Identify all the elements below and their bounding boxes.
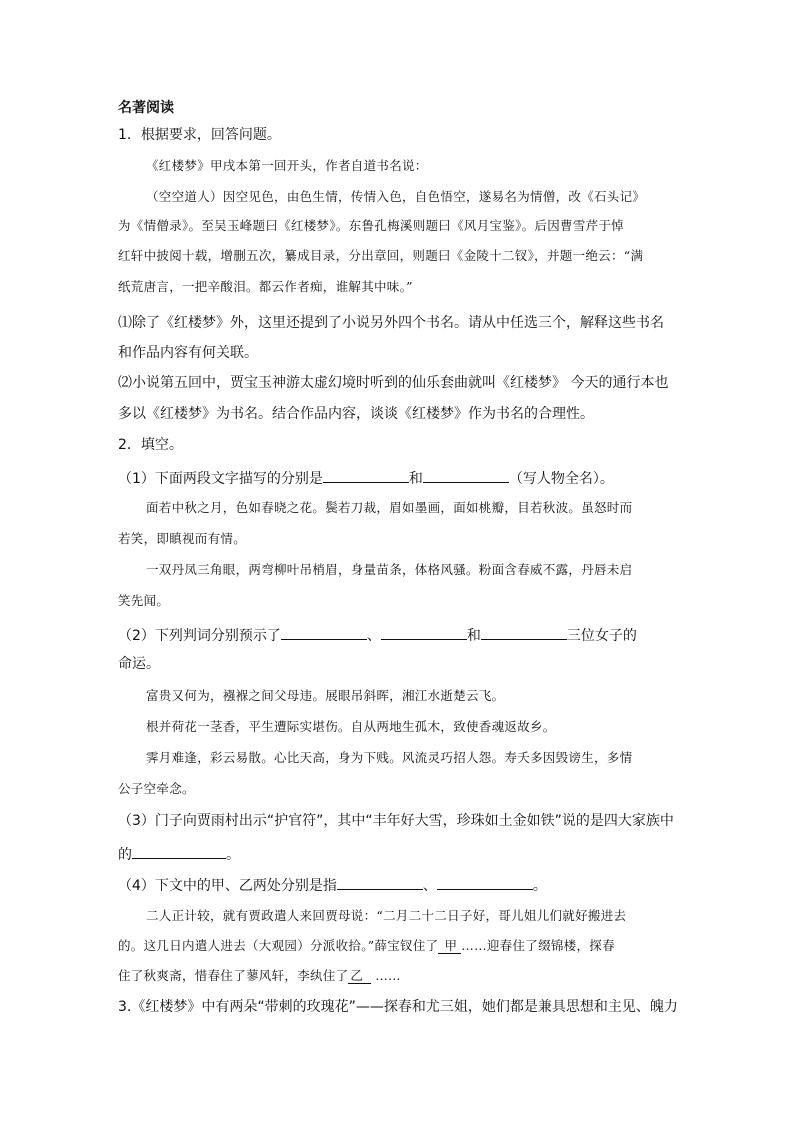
blank-marker-yi: 乙 [348, 968, 371, 984]
q2-part3-text: 的 [118, 847, 132, 863]
q2-part4-quote [118, 968, 678, 984]
q2-part3-line [118, 844, 678, 863]
q2-part2-quote: 富贵又何为，襁褓之间父母违。展眼吊斜晖，湘江水逝楚云飞。 [146, 688, 505, 703]
q2-part3-prompt: （3）门子向贾雨村出示“护官符”，其中“丰年好大雪，珍珠如土金如铁”说的是四大家族中 [118, 813, 674, 829]
q2-part1-quote: 笑先闻。 [118, 593, 170, 608]
q2-part4-prompt [118, 875, 678, 894]
answer-blank[interactable] [437, 875, 533, 890]
answer-blank[interactable] [132, 844, 226, 859]
q2-part2-text: 、 [366, 628, 381, 644]
q2-part4-quote-text: 的。这几日内遣人进去（大观园）分派收拾。”薛宝钗住了 [118, 938, 439, 953]
q2-part4-quote-text: …… [375, 968, 401, 983]
answer-blank[interactable] [423, 468, 509, 483]
answer-blank[interactable] [281, 625, 367, 640]
q2-part2-prompt [118, 625, 678, 644]
q2-part4-quote-text: 住了秋爽斋，惜春住了蓼风轩，李纨住了 [118, 968, 349, 983]
q2-part2-text: 三位女子的 [566, 628, 637, 644]
q1-sub1-line: 和作品内容有何关联。 [118, 345, 258, 361]
q2-part1-quote: 面若中秋之月，色如春晓之花。鬓若刀裁，眉如墨画，面如桃瓣，目若秋波。虽怒时而 [146, 500, 633, 515]
q2-part2-quote: 根并荷花一茎香，平生遭际实堪伤。自从两地生孤木，致使香魂返故乡。 [146, 719, 556, 734]
q2-part1-text: 和 [408, 471, 423, 487]
q1-sub1-line: ⑴除了《红楼梦》外，这里还提到了小说另外四个书名。请从中任选三个，解释这些书名 [118, 315, 664, 331]
q2-part4-text: 。 [532, 878, 547, 894]
q2-part2-quote: 公子空牵念。 [118, 781, 195, 796]
q1-heading: 1．根据要求，回答问题。 [118, 127, 281, 143]
q2-heading: 2．填空。 [118, 437, 183, 453]
q2-part2-text: 和 [466, 628, 481, 644]
q2-part1-text: （1）下面两段文字描写的分别是 [118, 471, 323, 487]
q2-part1-prompt [118, 468, 678, 487]
q1-intro: 《红楼梦》甲戌本第一回开头，作者自道书名说： [146, 158, 428, 173]
q1-quote-line: 为《情僧录》。至吴玉峰题曰《红楼梦》。东鲁孔梅溪则题曰《风月宝鉴》。后因曹雪芹于悼 [118, 218, 625, 233]
blank-marker-jia: 甲 [438, 938, 461, 954]
q2-part1-quote: 若笑，即瞋视而有情。 [118, 531, 247, 546]
answer-blank[interactable] [323, 468, 409, 483]
q2-part4-text: （4）下文中的甲、乙两处分别是指 [118, 878, 337, 894]
q2-part4-quote: 二人正计较，就有贾政遣人来回贾母说：“二月二十二日子好，哥儿姐儿们就好搬进去 [146, 908, 627, 923]
q2-part4-text: 、 [422, 878, 437, 894]
q1-quote-line: （空空道人）因空见色，由色生情，传情入色，自色悟空，遂易名为情僧，改《石头记》 [146, 189, 646, 204]
q2-part2-text: （2）下列判词分别预示了 [118, 628, 281, 644]
section-title: 名著阅读 [118, 100, 174, 116]
answer-blank[interactable] [337, 875, 423, 890]
answer-blank[interactable] [381, 625, 467, 640]
q1-sub2-line: 多以《红楼梦》为书名。结合作品内容，谈谈《红楼梦》作为书名的合理性。 [118, 406, 594, 422]
q1-sub2-line: ⑵小说第五回中，贾宝玉神游太虚幻境时听到的仙乐套曲就叫《红楼梦》 今天的通行本也 [118, 375, 669, 391]
q2-part4-quote [118, 938, 678, 954]
q2-part1-text: （写人物全名）。 [508, 471, 614, 487]
q2-part4-quote-text: ……迎春住了缀锦楼，探春 [461, 938, 615, 953]
answer-blank[interactable] [481, 625, 567, 640]
q1-quote-line: 红轩中披阅十载，增删五次，纂成目录，分出章回，则题曰《金陵十二钗》，并题一绝云：“满 [118, 248, 644, 263]
q2-part3-text: 。 [226, 847, 240, 863]
q2-part2-quote: 霁月难逢，彩云易散。心比天高，身为下贱。风流灵巧招人怨。寿夭多因毁谤生，多情 [146, 750, 633, 765]
q3-line: 3.《红楼梦》中有两朵“带刺的玫瑰花”——探春和尤三姐，她们都是兼具思想和主见、魄力 [118, 999, 678, 1015]
q2-part2-text: 命运。 [118, 656, 160, 672]
q2-part1-quote: 一双丹凤三角眼，两弯柳叶吊梢眉，身量苗条，体格风骚。粉面含春威不露，丹唇未启 [146, 562, 633, 577]
q1-quote-line: 纸荒唐言，一把辛酸泪。都云作者痴，谁解其中味。” [118, 279, 413, 294]
